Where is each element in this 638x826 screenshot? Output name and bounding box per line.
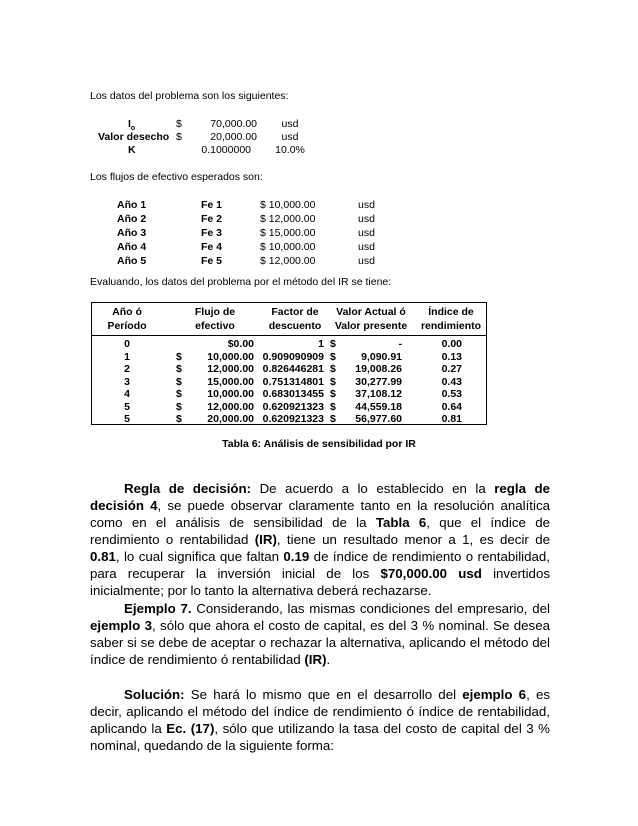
cash-flow-row: Año 3 Fe 3 $ 15,000.00 usd [117,227,375,239]
table-header [92,303,486,336]
param-value: 0.1000000 [201,144,251,156]
bold-text: ejemplo 6 [462,687,527,702]
ir-table [91,302,487,425]
param-label-valor-desecho: Valor desecho [98,131,170,143]
text: , se puede observar claramente tanto en la resolución analítica como en el análisis de sensibilidad de la [90,498,550,530]
text: , lo cual significa que faltan [115,549,284,564]
cash-flow-row: Año 1 Fe 1 $ 10,000.00 usd [117,199,375,211]
bold-text: 0.19 [283,549,310,564]
cash-flow-row: Año 2 Fe 2 $ 12,000.00 usd [117,213,375,225]
bold-text: (IR) [254,532,277,547]
table-caption: Tabla 6: Análisis de sensibilidad por IR [222,438,416,450]
bold-text: 0.81 [90,549,116,564]
text: Se hará lo mismo que en el desarrollo del [184,687,463,702]
text: De acuerdo a lo establecido en la [251,481,495,496]
text: Considerando, las mismas condiciones del empresario, del [191,601,550,616]
bold-text: (IR) [304,652,327,667]
cash-flow-row: Año 5 Fe 5 $ 12,000.00 usd [117,255,375,267]
param-label-k: K [128,144,136,156]
param-unit: 10.0% [275,144,305,156]
param-currency: $ [176,131,182,143]
table-row: 2 $ 12,000.00 0.826446281 $ 19,008.26 0.27 [124,363,462,375]
header-factor: Factor de descuento [268,306,322,332]
bold-text: regla de decisión 4 [90,481,550,513]
header-period: Año ó Período [107,306,147,332]
decision-rule-paragraph [90,480,550,599]
table-row: 3 $ 15,000.00 0.751314801 $ 30,277.99 0.43 [124,375,462,388]
text: , que el índice de rendimiento o rentabilidad [90,515,551,547]
text: , sólo que utilizando la tasa del costo de capital del 3 % nominal, quedando de la siguiente forma: [90,721,550,753]
param-value: 20,000.00 [210,131,257,143]
table-row: 5 $ 20,000.00 0.620921323 $ 56,977.60 0.81 [124,413,462,425]
text: , sólo que ahora el costo de capital, es del 3 % nominal. Se desea saber si se debe de aceptar o rechazar la alternativa, aplicando el método del índice de rendimiento ó rentabilidad [90,618,550,667]
table-row: 0 $0.00 1 $ - 0.00 [124,338,462,350]
bold-text: Ejemplo 7. [124,601,192,616]
table-row: 1 $ 10,000.00 0.909090909 $ 9,090.91 0.13 [124,350,462,363]
header-present-value: Valor Actual ó Valor presente [334,306,408,332]
evaluation-intro-text: Evaluando, los datos del problema por el método del IR se tiene: [90,276,392,288]
param-unit: usd [281,118,299,130]
solution-paragraph [90,686,550,754]
header-flow: Flujo de efectivo [194,306,236,332]
bold-text: $70,000.00 usd [380,566,482,581]
intro-text: Los datos del problema son los siguientes: [90,90,289,102]
param-currency: $ [176,118,182,130]
text: invertidos inicialmente; por lo tanto la alternativa deberá rechazarse. [90,566,550,598]
text: de índice de rendimiento o rentabilidad, para recuperar la inversión inicial de los [90,549,550,581]
bold-text: Solución: [124,687,185,702]
header-ir: Índice de rendimiento [420,306,482,332]
text: , es decir, aplicando el método del índice de rendimiento ó índice de rentabilidad, aplicando la [90,687,550,736]
bold-text: Tabla 6 [375,515,427,530]
table-row: 4 $ 10,000.00 0.683013455 $ 37,108.12 0.53 [124,388,462,400]
bold-text: ejemplo 3 [90,618,152,633]
text: . [326,652,331,667]
example-7-paragraph [90,600,550,668]
param-unit: usd [281,131,299,143]
text: , tiene un resultado menor a 1, es decir de [276,532,550,547]
cash-flow-row: Año 4 Fe 4 $ 10,000.00 usd [117,241,375,253]
flows-intro-text: Los flujos de efectivo esperados son: [90,171,263,183]
table-row: 5 $ 12,000.00 0.620921323 $ 44,559.18 0.64 [124,400,462,413]
bold-text: Ec. (17) [166,721,215,736]
param-value: 70,000.00 [210,118,257,130]
param-label-io: $I_o$ [128,118,136,133]
bold-text: Regla de decisión: [124,481,252,496]
